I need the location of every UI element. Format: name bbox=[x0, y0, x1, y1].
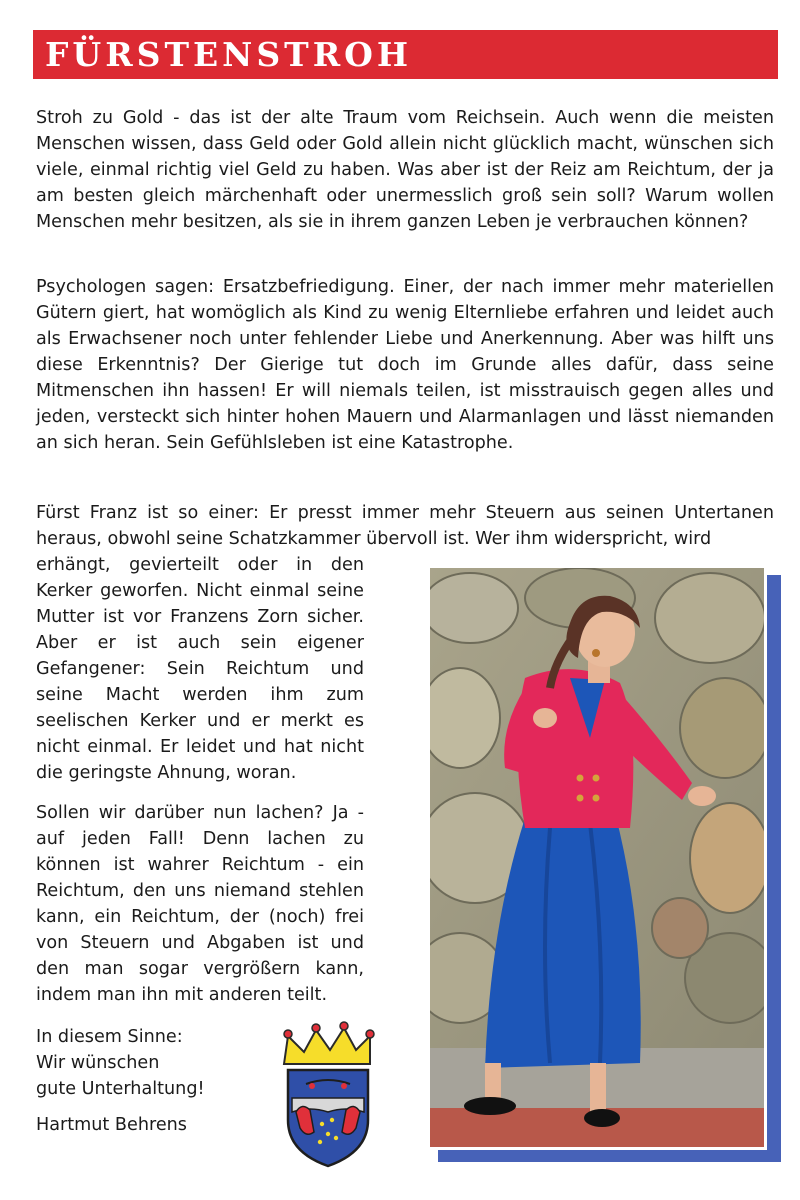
paragraph-psychology: Psychologen sagen: Ersatzbefriedigung. Einer, der nach immer mehr materiellen Gütern giert, hat womöglich als Kind zu wenig Elternliebe erfahren und leidet auch als Erwachsener noch unter fehlender Liebe und Anerkennung. Aber was hilft uns diese Erkenntnis? Der Gierige tut doch im Grunde alles dafür, dass seine Mitmenschen ihn hassen! Er will niemals teilen, ist misstrauisch gegen alles und jeden, versteckt sich hinter hohen Mauern und Alarmanlagen und lässt niemanden an sich heran. Sein Gefühlsleben ist eine Katastrophe. bbox=[36, 277, 774, 453]
closing-line-1: In diesem Sinne: bbox=[36, 1027, 183, 1047]
actress-photo bbox=[427, 565, 767, 1150]
paragraph-fuerst-franz: Fürst Franz ist so einer: Er presst immer mehr Steuern aus seinen Untertanen heraus, obwohl seine Schatzkammer übervoll ist. Wer ihm widerspricht, wird bbox=[36, 503, 774, 549]
closing-line-2: Wir wünschen bbox=[36, 1053, 160, 1073]
closing-line-3: gute Unterhaltung! bbox=[36, 1079, 205, 1099]
author-signature: Hartmut Behrens bbox=[36, 1115, 187, 1135]
title-bar bbox=[33, 30, 778, 79]
paragraph-intro: Stroh zu Gold - das ist der alte Traum vom Reichsein. Auch wenn die meisten Menschen wissen, dass Geld oder Gold allein nicht glücklich macht, wünschen sich viele, einmal richtig viel Geld zu haben. Was aber ist der Reiz am Reichtum, der ja am besten gleich märchenhaft oder unermesslich groß sein soll? Warum wollen Menschen mehr besitzen, als sie in ihrem ganzen Leben je verbrauchen können? bbox=[36, 108, 774, 232]
paragraph-fuerst-franz-continued: erhängt, gevierteilt oder in den Kerker geworfen. Nicht einmal seine Mutter ist vor Franzens Zorn sicher. Aber er ist auch sein eigener Gefangener: Sein Reichtum und seine Macht werden ihm zum seelischen Kerker und er merkt es nicht einmal. Er leidet und hat nicht die geringste Ahnung, woran. bbox=[36, 555, 364, 783]
paragraph-laughter: Sollen wir darüber nun lachen? Ja - auf jeden Fall! Denn lachen zu können ist wahrer Reichtum - ein Reichtum, den uns niemand stehlen kann, ein Reichtum, der (noch) frei von Steuern und Abgaben ist und den man sogar vergrößern kann, indem man ihn mit anderen teilt. bbox=[36, 803, 364, 1005]
coat-of-arms-icon bbox=[276, 1020, 376, 1174]
page-title: FÜRSTENSTROH bbox=[45, 35, 413, 74]
closing-block bbox=[36, 1024, 276, 1102]
